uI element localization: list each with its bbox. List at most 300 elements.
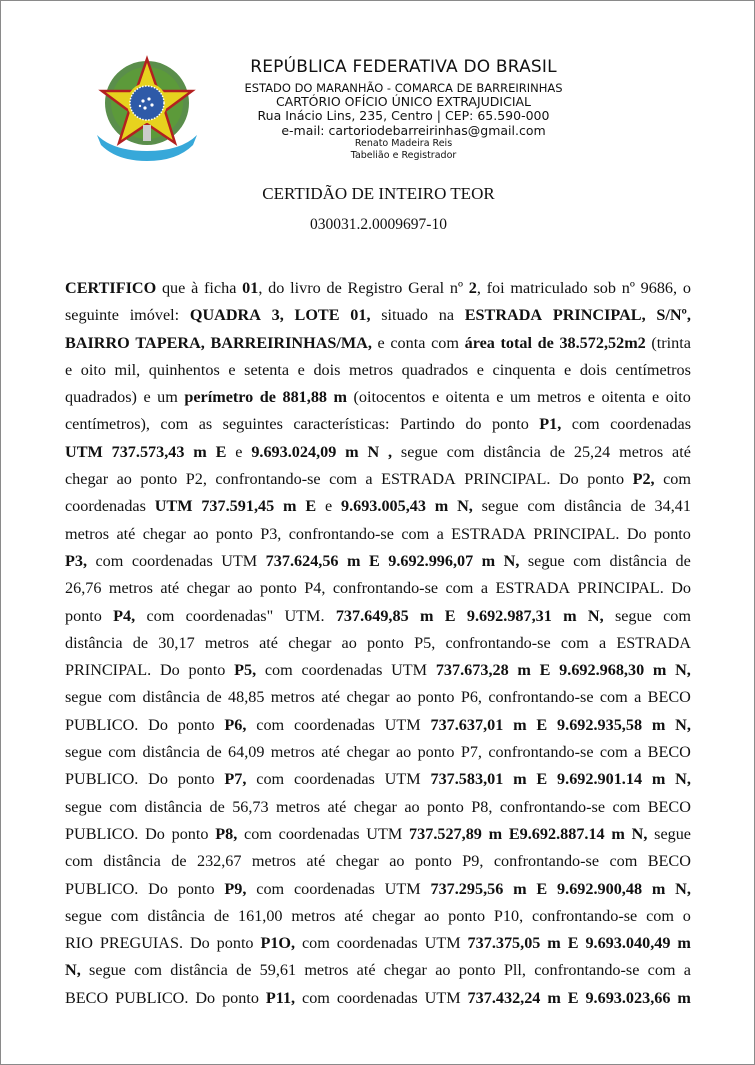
word — [301, 657, 382, 684]
word — [65, 548, 87, 575]
word — [148, 766, 168, 793]
bold-text: P8, — [215, 824, 238, 843]
word — [215, 821, 237, 848]
bold-text: E — [567, 988, 579, 1007]
word — [336, 603, 409, 630]
word — [676, 548, 691, 575]
word — [573, 548, 601, 575]
word — [388, 439, 392, 466]
word — [65, 521, 109, 548]
bold-text: E — [539, 661, 551, 680]
text: quadrados — [401, 360, 469, 379]
word — [148, 876, 168, 903]
header-name: Renato Madeira Reis — [354, 138, 453, 149]
word — [510, 275, 587, 302]
word — [65, 275, 156, 302]
word — [81, 357, 106, 384]
bold-text: , — [388, 442, 393, 461]
text: com — [571, 415, 600, 434]
text: com — [244, 824, 272, 843]
text: matriculado — [510, 279, 588, 297]
text: de — [206, 688, 222, 707]
text: com — [256, 879, 285, 898]
word — [367, 439, 379, 466]
text: segue — [614, 606, 652, 625]
text: nº — [449, 279, 463, 297]
text: ponto — [140, 470, 178, 489]
word — [65, 357, 72, 384]
text: chegar — [186, 579, 230, 598]
word — [171, 848, 186, 875]
text: UTM — [424, 988, 461, 1007]
word — [100, 930, 183, 957]
word — [305, 493, 316, 520]
text: de — [630, 497, 646, 516]
word — [585, 985, 670, 1012]
text: com — [573, 551, 602, 570]
text: BECO — [647, 797, 691, 816]
word — [193, 439, 206, 466]
word — [295, 302, 340, 329]
word — [268, 275, 284, 302]
bold-text: P1O, — [260, 934, 296, 953]
word — [432, 384, 439, 411]
word — [528, 548, 565, 575]
word — [272, 302, 284, 329]
bold-text: 3, — [271, 306, 284, 325]
word — [401, 439, 438, 466]
text-line — [65, 739, 691, 766]
word — [553, 302, 646, 329]
text: ponto — [367, 633, 404, 652]
word — [533, 521, 619, 548]
bold-text: 737.673,28 — [435, 661, 509, 680]
word — [648, 794, 691, 821]
word — [538, 330, 554, 357]
bold-text: ESTRADA — [464, 306, 543, 325]
bold-text: 881,88 — [282, 388, 327, 407]
text-line — [65, 903, 691, 930]
text: confrontando-se — [488, 743, 594, 762]
word — [561, 630, 589, 657]
bold-text: 737.573,43 — [111, 442, 185, 461]
text: distância — [609, 551, 668, 570]
text: dois — [579, 360, 607, 379]
text: um — [157, 388, 178, 407]
word — [260, 957, 296, 984]
text: UTM — [366, 824, 403, 843]
text: com — [599, 743, 628, 762]
document-body — [65, 275, 691, 1012]
word — [293, 411, 389, 438]
word — [655, 493, 691, 520]
bold-text: m — [611, 824, 625, 843]
text: PUBLICO. — [65, 770, 139, 789]
text-line — [65, 712, 691, 739]
word — [536, 766, 547, 793]
text: metros — [276, 797, 321, 816]
word — [65, 794, 102, 821]
text: segue — [400, 442, 438, 461]
word — [172, 821, 209, 848]
text: ponto — [414, 852, 452, 871]
bold-text: E — [536, 770, 548, 789]
bold-text: m — [651, 770, 666, 789]
bold-text: LOTE — [294, 306, 340, 325]
text-line — [65, 657, 691, 684]
text: com — [146, 606, 175, 625]
word — [223, 411, 283, 438]
word — [587, 466, 624, 493]
text: ponto — [448, 906, 486, 925]
word — [224, 712, 246, 739]
word — [354, 384, 426, 411]
word — [193, 521, 208, 548]
text: oitenta — [445, 388, 490, 407]
text: UTM — [384, 715, 421, 734]
word — [418, 684, 455, 711]
bold-text: P7, — [224, 770, 247, 789]
text: segue — [654, 824, 691, 843]
word — [427, 794, 464, 821]
text: metros — [204, 633, 249, 652]
word — [402, 357, 469, 384]
text-line — [65, 411, 691, 438]
word — [610, 548, 668, 575]
bold-text: TAPERA, — [135, 333, 205, 352]
text: com — [110, 906, 139, 925]
word — [513, 876, 526, 903]
word — [424, 903, 439, 930]
text: segue — [527, 551, 565, 570]
text: ao — [193, 524, 209, 543]
word — [513, 712, 526, 739]
word — [564, 357, 571, 384]
word — [65, 384, 137, 411]
word — [414, 630, 435, 657]
text: de — [209, 797, 225, 816]
text: Registro — [347, 279, 403, 297]
text: ponto — [491, 415, 529, 434]
word — [616, 630, 691, 657]
text: a — [436, 524, 444, 543]
word — [260, 384, 276, 411]
bold-text: QUADRA — [189, 306, 261, 325]
word — [228, 684, 264, 711]
word — [242, 275, 262, 302]
word — [160, 411, 188, 438]
bold-text: 9.692.900,48 — [557, 879, 643, 898]
word — [448, 903, 485, 930]
word — [634, 684, 641, 711]
text: com — [134, 961, 163, 980]
word — [284, 603, 324, 630]
text: a — [634, 743, 642, 762]
word — [557, 712, 642, 739]
bold-text: E — [567, 934, 579, 953]
word — [465, 302, 542, 329]
word — [265, 657, 293, 684]
word — [113, 603, 135, 630]
text: cinquenta — [492, 360, 556, 379]
text: com — [599, 688, 628, 707]
word — [252, 848, 296, 875]
word — [435, 957, 450, 984]
bold-text: E — [368, 551, 380, 570]
text: ponto — [177, 879, 215, 898]
word — [446, 575, 474, 602]
word — [496, 384, 503, 411]
word — [641, 275, 677, 302]
bold-text: N, — [675, 661, 691, 680]
text: Do — [558, 470, 579, 489]
text: segue — [89, 961, 126, 980]
bold-text: m — [488, 824, 503, 843]
word — [652, 876, 665, 903]
word — [170, 957, 228, 984]
word — [244, 357, 289, 384]
word — [290, 275, 321, 302]
text: confrontando-se — [288, 524, 394, 543]
text: 30,17 — [158, 633, 195, 652]
word — [477, 357, 484, 384]
text: seguinte — [65, 306, 119, 325]
word — [588, 603, 604, 630]
word — [504, 548, 520, 575]
text: até — [160, 579, 180, 598]
word — [65, 957, 81, 984]
word — [385, 766, 421, 793]
text: mil, — [114, 360, 141, 379]
word — [615, 603, 652, 630]
text: com — [160, 415, 189, 434]
word — [294, 712, 375, 739]
word — [345, 439, 358, 466]
word — [199, 411, 212, 438]
word — [341, 493, 426, 520]
text: confrontando-se — [499, 797, 606, 816]
word — [65, 821, 138, 848]
word — [65, 930, 93, 957]
word — [140, 466, 177, 493]
bold-text: S/Nº, — [656, 306, 691, 325]
text: ponto — [259, 579, 297, 598]
text-line — [65, 521, 691, 548]
word — [65, 603, 102, 630]
bold-text: 9.692.996,07 — [388, 551, 474, 570]
word — [599, 630, 606, 657]
word — [354, 794, 397, 821]
text: Partindo — [400, 415, 455, 434]
text: ponto — [177, 715, 215, 734]
bold-text: total — [500, 333, 532, 352]
text: o — [682, 279, 691, 297]
word — [178, 876, 215, 903]
word — [65, 657, 151, 684]
text: confrontando-se — [488, 688, 594, 707]
word — [559, 657, 644, 684]
word — [501, 330, 532, 357]
word — [415, 848, 452, 875]
text: com — [446, 442, 475, 461]
text: com — [256, 715, 285, 734]
text: o — [682, 906, 691, 925]
text: na — [438, 306, 455, 325]
bold-text: m — [547, 988, 561, 1007]
text: coordenadas" — [185, 606, 274, 625]
header-address: Rua Inácio Lins, 235, Centro | CEP: 65.590-000 — [257, 108, 550, 123]
word — [388, 548, 473, 575]
word — [147, 903, 205, 930]
bold-text: N, — [675, 770, 691, 789]
text: e — [297, 360, 305, 379]
text: até — [306, 852, 326, 871]
text-line — [65, 275, 691, 302]
word — [372, 903, 415, 930]
text: PUBLICO. — [65, 879, 139, 898]
word — [436, 657, 509, 684]
word — [450, 275, 463, 302]
word — [504, 957, 526, 984]
word — [148, 712, 168, 739]
word — [632, 821, 648, 848]
word — [391, 657, 427, 684]
word — [228, 739, 264, 766]
word — [671, 575, 691, 602]
text: distância — [103, 852, 161, 871]
word — [325, 493, 332, 520]
word — [294, 766, 375, 793]
word — [259, 630, 278, 657]
word — [540, 657, 551, 684]
text: com — [401, 524, 430, 543]
word — [266, 548, 339, 575]
word — [633, 466, 655, 493]
bold-text: BAIRRO — [65, 333, 130, 352]
word — [396, 684, 411, 711]
text: distância — [142, 743, 200, 762]
word — [568, 930, 579, 957]
text: , — [476, 279, 481, 297]
bold-text: N, — [65, 961, 81, 980]
text: P8, — [471, 797, 493, 816]
text: coordenadas — [278, 824, 360, 843]
text: e — [143, 388, 151, 407]
word — [216, 521, 253, 548]
bold-text: 9.692.901.14 — [557, 770, 643, 789]
word — [675, 657, 691, 684]
bold-text: m — [419, 606, 434, 625]
word — [260, 930, 295, 957]
text: 48,85 — [228, 688, 265, 707]
text: até — [116, 524, 136, 543]
word — [256, 876, 284, 903]
text: ponto — [222, 988, 259, 1007]
bold-text: m — [677, 934, 691, 953]
text: de — [675, 551, 691, 570]
text: nº — [621, 279, 635, 297]
text-line — [65, 466, 691, 493]
word — [232, 794, 268, 821]
word — [609, 848, 637, 875]
word — [89, 957, 126, 984]
word — [425, 930, 461, 957]
word — [347, 548, 360, 575]
text: Do — [159, 661, 180, 680]
word — [160, 657, 180, 684]
word — [65, 684, 102, 711]
word — [425, 985, 461, 1012]
bold-text: P2, — [632, 470, 655, 489]
text: e — [377, 333, 385, 352]
word — [488, 739, 593, 766]
word — [65, 466, 108, 493]
text: PUBLICO. — [65, 715, 139, 734]
word — [342, 630, 357, 657]
word — [348, 275, 403, 302]
text: metros — [270, 743, 315, 762]
word — [494, 848, 599, 875]
text: 232,67 — [196, 852, 242, 871]
text: 59,61 — [259, 961, 297, 980]
word — [482, 493, 519, 520]
bold-text: UTM — [154, 497, 193, 516]
word — [65, 985, 108, 1012]
text: quadrados) — [65, 388, 137, 407]
text: oito — [80, 360, 106, 379]
word — [420, 603, 433, 630]
word — [500, 794, 605, 821]
text: a — [634, 688, 642, 707]
word — [334, 384, 347, 411]
text: 9686, — [640, 279, 678, 297]
word — [302, 985, 330, 1012]
word — [298, 357, 305, 384]
text: com — [302, 988, 330, 1007]
word — [446, 384, 490, 411]
text: ao — [116, 470, 132, 489]
word — [517, 657, 530, 684]
text: conta — [390, 333, 426, 352]
word — [646, 903, 674, 930]
bold-text: BARREIRINHAS/MA, — [210, 333, 372, 352]
bold-text: m — [547, 934, 561, 953]
word — [134, 957, 162, 984]
word — [381, 302, 428, 329]
bold-text: P5, — [234, 661, 257, 680]
word — [557, 876, 642, 903]
word — [190, 930, 210, 957]
word — [634, 739, 641, 766]
text: com — [431, 333, 459, 352]
word — [389, 848, 404, 875]
text: Do — [671, 579, 691, 598]
text-line — [65, 957, 691, 984]
text: 161,00 — [238, 906, 283, 925]
word — [615, 357, 691, 384]
text: com — [108, 743, 137, 762]
bold-text: E — [536, 715, 548, 734]
text: Do — [145, 824, 165, 843]
text: , — [258, 279, 263, 297]
word — [469, 275, 481, 302]
bold-text: P4, — [113, 606, 136, 625]
word — [378, 330, 385, 357]
word — [464, 466, 550, 493]
text: chegar — [383, 961, 427, 980]
word — [266, 985, 295, 1012]
word — [390, 330, 425, 357]
